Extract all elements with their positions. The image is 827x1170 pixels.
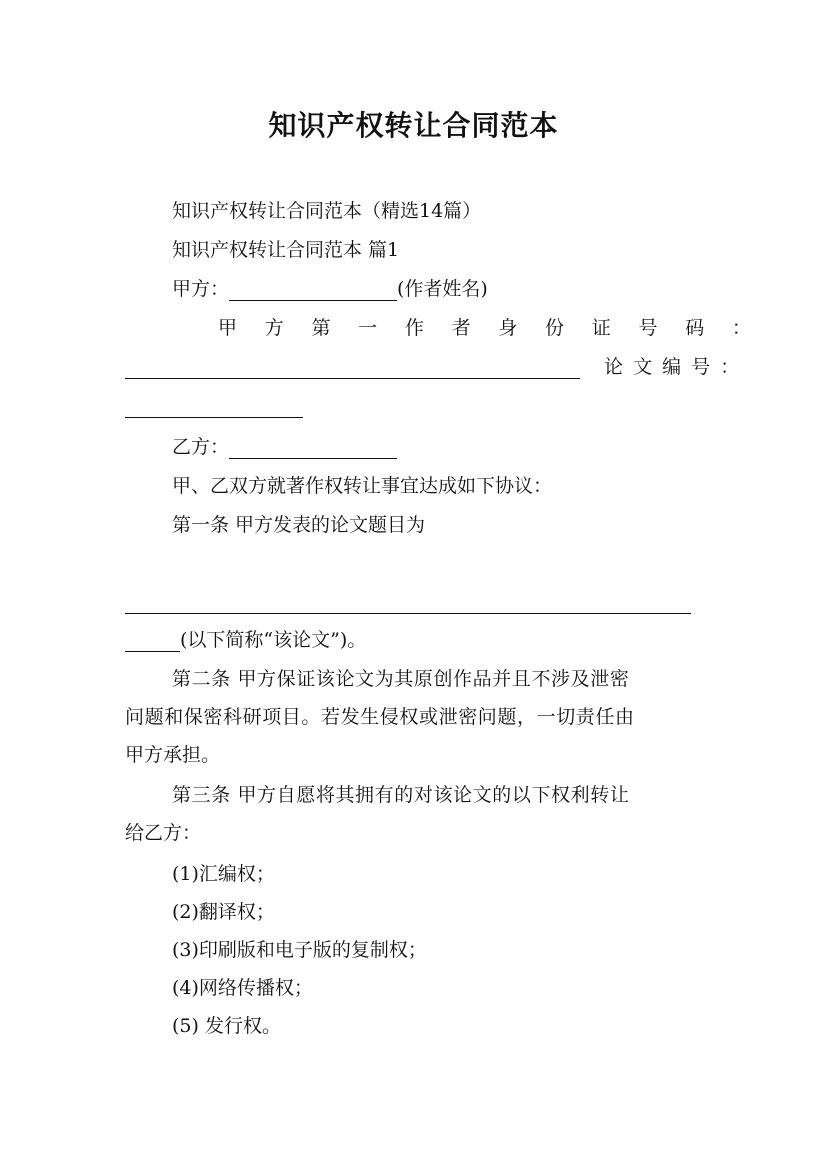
right-item: (1)汇编权；: [172, 863, 275, 885]
article-2-line-3: 甲方承担。: [125, 744, 221, 766]
article-1-tail-line: [125, 621, 705, 659]
party-b-label: 乙方：: [172, 436, 230, 458]
party-a-line: [172, 270, 752, 308]
paper-no-label: 论 文 编 号 ：: [604, 356, 742, 378]
article-2-line-1: 第二条 甲方保证该论文为其原创作品并且不涉及泄密: [172, 668, 630, 690]
paper-no-blank-line: [125, 387, 705, 425]
subtitle: 知识产权转让合同范本（精选14篇）: [172, 200, 482, 222]
article-1-tail: (以下简称“该论文”)。: [180, 629, 367, 651]
document-title: 知识产权转让合同范本: [268, 109, 559, 142]
party-a-name-blank: [229, 278, 397, 301]
right-item: (2)翻译权；: [172, 901, 275, 923]
id-and-paper-no-line: [125, 348, 742, 386]
right-item: (5) 发行权。: [172, 1015, 281, 1037]
paper-no-blank: [125, 395, 303, 418]
paper-title-blank-line: [125, 583, 705, 621]
party-b-name-blank: [229, 436, 397, 459]
id-number-label: 甲 方 第 一 作 者 身 份 证 号 码 ：: [218, 317, 751, 339]
part-heading: 知识产权转让合同范本 篇1: [172, 239, 400, 261]
article-3-line-1: 第三条 甲方自愿将其拥有的对该论文的以下权利转让: [172, 784, 630, 806]
article-3-line-2: 给乙方：: [125, 822, 202, 844]
party-b-line: [172, 428, 752, 466]
right-item: (4)网络传播权；: [172, 977, 313, 999]
article-2-line-2: 问题和保密科研项目。若发生侵权或泄密问题，一切责任由: [125, 706, 635, 728]
agreement-intro: 甲、乙双方就著作权转让事宜达成如下协议：: [172, 475, 553, 497]
id-number-blank: [125, 356, 580, 379]
party-a-suffix: (作者姓名): [397, 278, 488, 300]
article-1-head: 第一条 甲方发表的论文题目为: [172, 514, 426, 536]
paper-title-blank: [125, 591, 691, 614]
id-number-line: [218, 309, 798, 347]
party-a-label: 甲方：: [172, 278, 230, 300]
right-item: (3)印刷版和电子版的复制权；: [172, 939, 427, 961]
paper-title-blank-end: [125, 629, 180, 652]
